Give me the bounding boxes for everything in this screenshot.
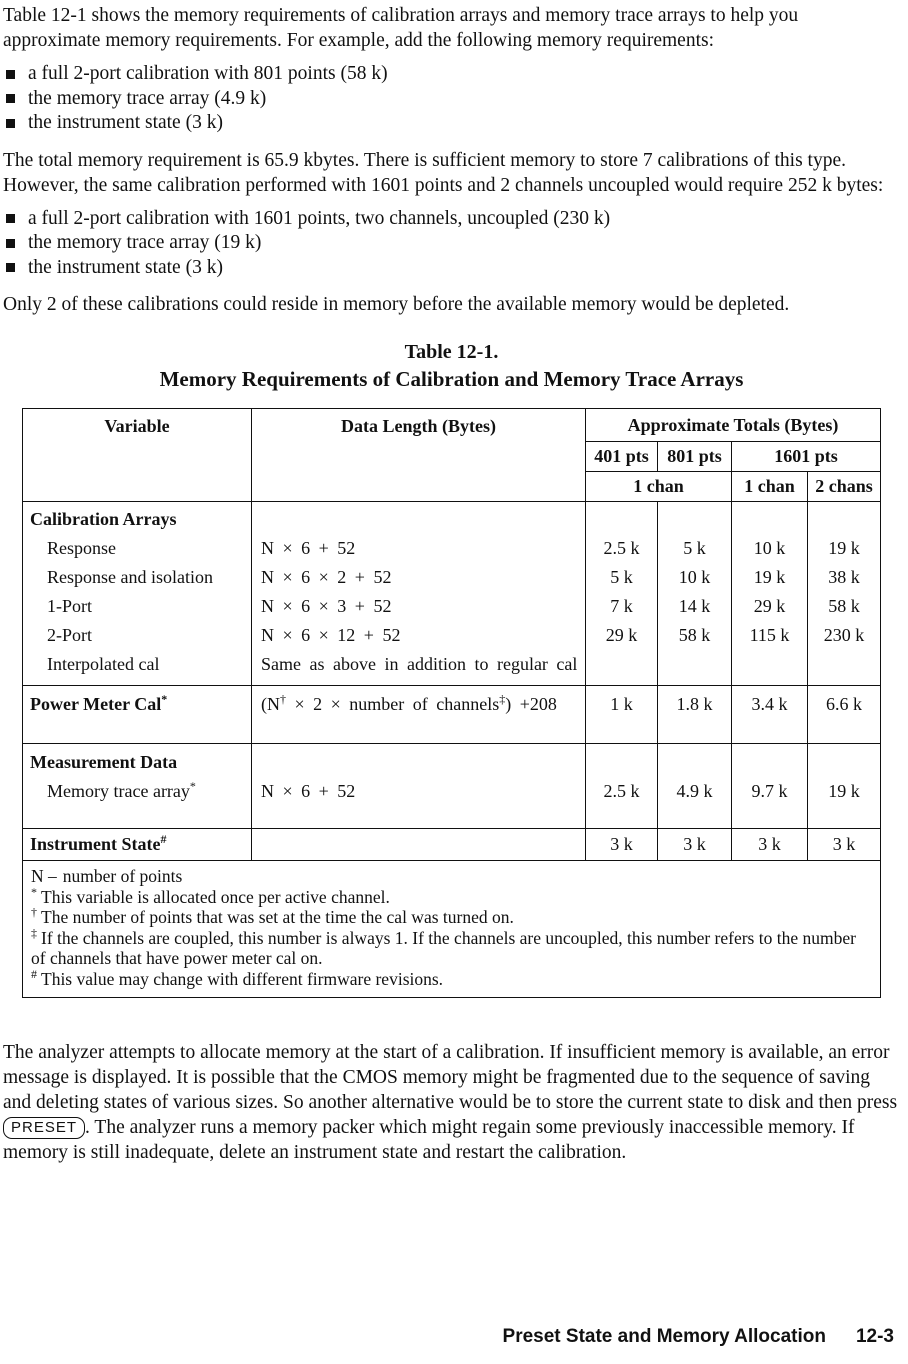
total-801pts-cell: 4.9 k [658,777,732,829]
footnote-marker: * [161,692,168,706]
table-caption: Memory Requirements of Calibration and Memory Trace Arrays [159,367,744,391]
list-item-text: the memory trace array (19 k) [28,232,262,253]
variable-cell: Response [23,534,252,563]
page-footer [503,1326,894,1348]
intro-paragraph-2: The total memory requirement is 65.9 kbytes. There is sufficient memory to store 7 calibrations of this type. However, the same calibration performed with 1601 points and 2 channels uncoupled would require 252 k bytes: [3,149,884,196]
variable-cell: Instrument State# [23,829,252,861]
bullet-square-icon [6,263,15,272]
table-number: Table 12-1. [404,341,499,363]
list-item [4,87,900,112]
table-row [23,621,881,650]
list-item [4,256,900,281]
col-header-401pts: 401 pts [586,442,658,472]
preset-key: PRESET [3,1117,85,1139]
data-length-cell: N × 6 × 2 + 52 [252,563,586,592]
bullet-list-2 [4,207,900,281]
total-1601pts-1chan-cell: 29 k [732,592,808,621]
footnote-dagger: † The number of points that was set at the time the cal was turned on. [31,905,514,927]
total-401pts-cell: 3 k [586,829,658,861]
list-item-text: a full 2-port calibration with 1601 points, two channels, uncoupled (230 k) [28,207,611,229]
total-401pts-cell: 1 k [586,686,658,744]
footnote-asterisk: * This variable is allocated once per active channel. [31,884,390,907]
total-1601pts-2chans-cell: 19 k [808,777,881,829]
total-1601pts-2chans-cell: 230 k [808,621,881,650]
col-header-2chans: 2 chans [808,472,881,502]
section-calibration-arrays [23,502,881,686]
total-401pts-cell: 2.5 k [586,777,658,829]
table-row [23,686,881,744]
col-header-approx-totals: Approximate Totals (Bytes) [586,409,881,442]
section-measurement-data [23,744,881,829]
total-1601pts-2chans-cell: 58 k [808,592,881,621]
total-1601pts-1chan-cell: 3 k [732,829,808,861]
total-801pts-cell: 58 k [658,621,732,650]
data-length-cell: (N† × 2 × number of channels‡) +208 [252,686,586,744]
total-401pts-cell: 2.5 k [586,534,658,563]
total-401pts-cell: 29 k [586,621,658,650]
total-801pts-cell: 1.8 k [658,686,732,744]
col-header-variable: Variable [23,409,252,502]
list-item-text: the instrument state (3 k) [28,112,223,133]
total-1601pts-1chan-cell: 9.7 k [732,777,808,829]
list-item [4,111,900,136]
total-1601pts-1chan-cell: 3.4 k [732,686,808,744]
table-title [3,339,900,393]
list-item [4,207,900,232]
total-401pts-cell: 5 k [586,563,658,592]
list-item-text: a full 2-port calibration with 801 points (58 k) [28,63,388,84]
col-header-1chan-b: 1 chan [732,472,808,502]
data-length-cell: N × 6 × 3 + 52 [252,592,586,621]
total-801pts-cell: 5 k [658,534,732,563]
variable-cell: 2-Port [23,621,252,650]
section-instrument-state [23,829,881,861]
variable-cell: Interpolated cal [23,650,252,686]
total-801pts-cell: 10 k [658,563,732,592]
table-row [23,829,881,861]
data-length-cell: N × 6 × 12 + 52 [252,621,586,650]
total-1601pts-2chans-cell: 19 k [808,534,881,563]
footnote-hash: # This value may change with different firmware revisions. [31,966,444,989]
table-footnotes [23,861,881,998]
total-1601pts-2chans-cell: 3 k [808,829,881,861]
table-header [23,409,881,502]
bullet-list-1 [4,62,900,136]
table-row [23,777,881,829]
variable-cell: Power Meter Cal* [23,686,252,744]
list-item-text: the instrument state (3 k) [28,256,223,278]
footnote-marker: # [160,832,167,846]
bullet-square-icon [6,119,15,128]
intro-paragraph-1: Table 12-1 shows the memory requirements of calibration arrays and memory trace arrays to help you approximate memory requirements. For example, add the following memory requirements: [3,5,799,51]
total-401pts-cell: 7 k [586,592,658,621]
total-801pts-cell: 14 k [658,592,732,621]
total-1601pts-1chan-cell: 10 k [732,534,808,563]
data-length-cell: N × 6 + 52 [252,777,586,829]
closing-text-before: The analyzer attempts to allocate memory at the start of a calibration. If insufficient memory is available, an error message is displayed. It is possible that the CMOS memory might be fragmented due to the sequence of saving and deleting states of various sizes. So another alternative would be to store the current state to disk and then press [3,1042,898,1113]
variable-cell: Memory trace array* [23,777,252,829]
section-power-meter-cal [23,686,881,744]
table-row [23,744,881,778]
footer-section-title: Preset State and Memory Allocation [502,1326,826,1347]
bullet-square-icon [6,70,15,79]
section-title: Calibration Arrays [23,502,252,535]
total-801pts-cell: 3 k [658,829,732,861]
list-item [4,231,900,256]
closing-paragraph [3,1040,900,1165]
footnote-n: N – number of points [31,866,183,886]
memory-requirements-table [22,408,881,998]
variable-cell: Response and isolation [23,563,252,592]
footnote-marker: * [189,779,196,793]
footer-page-number: 12-3 [855,1326,894,1347]
closing-text-after: . The analyzer runs a memory packer which might regain some previously inaccessible memory. If memory is still inadequate, delete an instrument state and restart the calibration. [3,1117,855,1163]
bullet-square-icon [6,239,15,248]
col-header-1601pts: 1601 pts [732,442,881,472]
table-row [23,563,881,592]
footnote-double-dagger: ‡ If the channels are coupled, this number is always 1. If the channels are uncoupled, this number refers to the number of channels that have power meter cal on. [31,925,856,968]
variable-cell: 1-Port [23,592,252,621]
list-item-text: the memory trace array (4.9 k) [28,87,267,109]
total-1601pts-1chan-cell: 115 k [732,621,808,650]
table-row [23,534,881,563]
col-header-1chan-a: 1 chan [586,472,732,502]
total-1601pts-1chan-cell: 19 k [732,563,808,592]
data-length-cell: N × 6 + 52 [252,534,586,563]
table-row [23,502,881,535]
intro-paragraph-3: Only 2 of these calibrations could reside in memory before the available memory would be depleted. [3,294,790,315]
list-item [4,62,900,87]
data-length-cell: Same as above in addition to regular cal [252,650,586,686]
table-row [23,592,881,621]
table-row [23,650,881,686]
section-title: Measurement Data [23,744,252,778]
bullet-square-icon [6,94,15,103]
col-header-data-length: Data Length (Bytes) [252,409,586,502]
col-header-801pts: 801 pts [658,442,732,472]
bullet-square-icon [6,214,15,223]
total-1601pts-2chans-cell: 38 k [808,563,881,592]
total-1601pts-2chans-cell: 6.6 k [808,686,881,744]
